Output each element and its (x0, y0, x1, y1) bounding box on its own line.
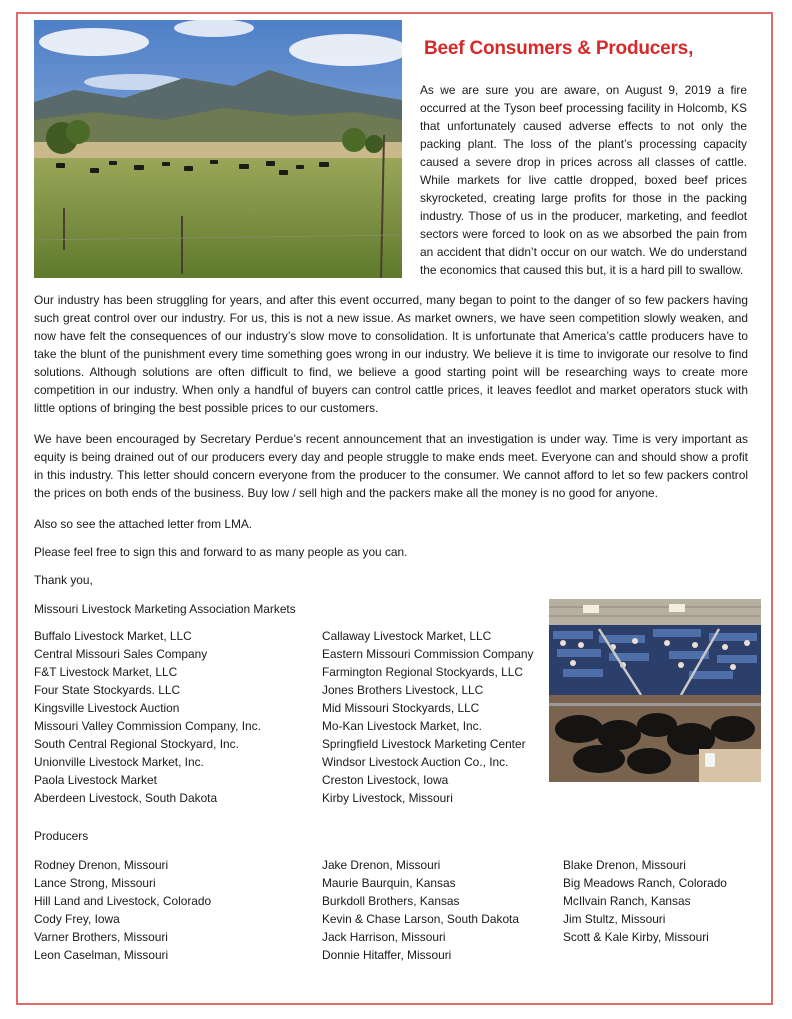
sign-forward-line: Please feel free to sign this and forward to as many people as you can. (34, 545, 408, 559)
list-item: Four State Stockyards. LLC (34, 683, 181, 697)
list-item: Donnie Hitaffer, Missouri (322, 948, 452, 962)
list-item: Eastern Missouri Commission Company (322, 647, 534, 661)
list-item: Mid Missouri Stockyards, LLC (322, 701, 480, 715)
list-item: McIlvain Ranch, Kansas (563, 894, 691, 908)
producers-list-column-3 (563, 856, 727, 946)
list-item: Kevin & Chase Larson, South Dakota (322, 912, 519, 926)
list-item: Kingsville Livestock Auction (34, 701, 180, 715)
list-item: Springfield Livestock Marketing Center (322, 737, 526, 751)
markets-heading: Missouri Livestock Marketing Association Markets (34, 602, 296, 616)
intro-paragraph: As we are sure you are aware, on August 9, 2019 a fire occurred at the Tyson beef processing facility in Holcomb, KS that unfortunately caused adverse effects to not only the packing plant. The loss of the plant’s processing capacity caused a severe drop in prices across all classes of cattle. While markets for live cattle dropped, boxed beef prices skyrocketed, creating large profits for those in the packing industry. Those of us in the producer, marketing, and feedlot sectors were forced to look on as we absorbed the pain from an accident that didn’t occur on our watch. We do understand the economics that caused this but, it is a hard pill to swallow. (420, 83, 747, 277)
producers-list-column-1 (34, 856, 211, 964)
list-item: Paola Livestock Market (34, 773, 157, 787)
auction-barn-photo (549, 599, 761, 782)
producers-heading: Producers (34, 829, 89, 843)
list-item: Jack Harrison, Missouri (322, 930, 446, 944)
page-title: Beef Consumers & Producers, (424, 38, 694, 59)
list-item: Missouri Valley Commission Company, Inc. (34, 719, 261, 733)
list-item: Varner Brothers, Missouri (34, 930, 168, 944)
list-item: Jim Stultz, Missouri (563, 912, 666, 926)
list-item: Callaway Livestock Market, LLC (322, 629, 492, 643)
list-item: Central Missouri Sales Company (34, 647, 208, 661)
list-item: Mo-Kan Livestock Market, Inc. (322, 719, 482, 733)
list-item: Blake Drenon, Missouri (563, 858, 686, 872)
list-item: Jake Drenon, Missouri (322, 858, 441, 872)
list-item: Windsor Livestock Auction Co., Inc. (322, 755, 509, 769)
list-item: Aberdeen Livestock, South Dakota (34, 791, 218, 805)
list-item: Unionville Livestock Market, Inc. (34, 755, 204, 769)
attached-letter-line: Also so see the attached letter from LMA. (34, 517, 253, 531)
list-item: Kirby Livestock, Missouri (322, 791, 453, 805)
list-item: Big Meadows Ranch, Colorado (563, 876, 727, 890)
cattle-pasture-photo (34, 20, 402, 278)
list-item: Maurie Baurquin, Kansas (322, 876, 456, 890)
investigation-paragraph: We have been encouraged by Secretary Perdue’s recent announcement that an investigation is under way. Time is very important as equity is being drained out of our producers every day and people struggle to make ends meet. Everyone can and should show a profit in this industry. This letter should concern everyone from the producer to the consumer. We cannot afford to let so few packers control the prices on both ends of the business. Buy low / sell high and the packers make all the money is no good for anyone. (34, 432, 748, 500)
list-item: F&T Livestock Market, LLC (34, 665, 178, 679)
industry-paragraph: Our industry has been struggling for years, and after this event occurred, many began to point to the danger of so few packers having such great control over our industry. For us, this is not a new issue. As market owners, we have seen competition slowly weaken, and now have felt the consequences of our industry’s slow move to consolidation. It is unfortunate that America’s cattle producers have to take the blunt of the punishment every time something goes wrong in our industry. We believe it is time to invigorate our resolve to find solutions. Although solutions are often difficult to find, we believe a good starting point will be researching ways to create more competition in our industry. When only a handful of buyers can control cattle prices, it leaves feedlot and market operators stuck with little options of bringing the best possible prices to our customers. (34, 293, 748, 415)
thank-you-line: Thank you, (34, 573, 93, 587)
list-item: Buffalo Livestock Market, LLC (34, 629, 192, 643)
markets-list-column-2 (322, 627, 533, 807)
list-item: Hill Land and Livestock, Colorado (34, 894, 212, 908)
list-item: Lance Strong, Missouri (34, 876, 156, 890)
list-item: South Central Regional Stockyard, Inc. (34, 737, 239, 751)
list-item: Rodney Drenon, Missouri (34, 858, 169, 872)
list-item: Scott & Kale Kirby, Missouri (563, 930, 709, 944)
list-item: Farmington Regional Stockyards, LLC (322, 665, 523, 679)
list-item: Creston Livestock, Iowa (322, 773, 449, 787)
markets-list-column-1 (34, 627, 261, 807)
list-item: Leon Caselman, Missouri (34, 948, 169, 962)
list-item: Cody Frey, Iowa (34, 912, 120, 926)
list-item: Jones Brothers Livestock, LLC (322, 683, 484, 697)
producers-list-column-2 (322, 856, 519, 964)
list-item: Burkdoll Brothers, Kansas (322, 894, 460, 908)
